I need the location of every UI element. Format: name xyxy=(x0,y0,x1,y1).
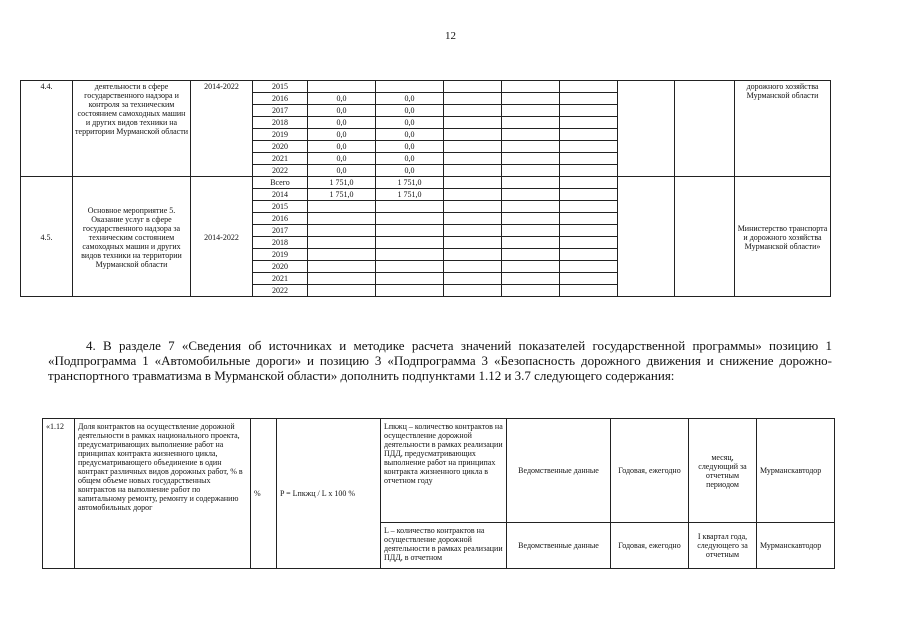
value-cell xyxy=(444,213,502,225)
value-regional xyxy=(376,237,444,249)
indicator-unit: % xyxy=(251,419,277,569)
collection-deadline: I квартал года, следующего за отчетным xyxy=(689,523,757,569)
value-cell xyxy=(444,153,502,165)
value-cell xyxy=(502,285,560,297)
year-cell: 2019 xyxy=(253,129,308,141)
value-total xyxy=(308,225,376,237)
year-cell: 2018 xyxy=(253,117,308,129)
value-cell xyxy=(444,129,502,141)
table-row xyxy=(21,81,831,93)
amendment-paragraph: 4. В разделе 7 «Сведения об источниках и методике расчета значений показателей государственной программы» позицию 1 «Подпрограмма 1 «Автомобильные дороги» и позицию 3 «Подпрограмма 3 «Безопасность дорожного движения и снижение дорожно-транспортного травматизма в Мурманской области» дополнить подпунктами 1.12 и 3.7 следующего содержания: xyxy=(48,338,832,383)
value-total xyxy=(308,285,376,297)
indicator-code: «1.12 xyxy=(43,419,75,569)
value-cell xyxy=(560,285,618,297)
value-regional: 1 751,0 xyxy=(376,189,444,201)
value-regional xyxy=(376,273,444,285)
value-total: 0,0 xyxy=(308,129,376,141)
program-table xyxy=(20,80,831,297)
value-cell xyxy=(444,177,502,189)
value-cell xyxy=(444,237,502,249)
value-cell xyxy=(444,273,502,285)
year-cell: 2021 xyxy=(253,153,308,165)
value-cell xyxy=(444,105,502,117)
value-cell xyxy=(560,225,618,237)
year-cell: 2014 xyxy=(253,189,308,201)
value-cell xyxy=(502,249,560,261)
value-cell xyxy=(560,141,618,153)
value-regional xyxy=(376,213,444,225)
value-cell xyxy=(502,81,560,93)
year-cell: 2022 xyxy=(253,285,308,297)
collection-frequency: Годовая, ежегодно xyxy=(611,419,689,523)
value-cell xyxy=(560,249,618,261)
year-cell: 2016 xyxy=(253,93,308,105)
variable-description: L – количество контрактов на осуществление дорожной деятельности в рамках реализации ПДД, в отчетном xyxy=(381,523,507,569)
year-cell: 2019 xyxy=(253,249,308,261)
value-cell xyxy=(502,105,560,117)
executor: Министерство транспорта и дорожного хозяйства Мурманской области» xyxy=(735,177,831,297)
value-cell xyxy=(560,81,618,93)
value-regional xyxy=(376,249,444,261)
value-regional xyxy=(376,201,444,213)
value-total xyxy=(308,201,376,213)
value-total: 0,0 xyxy=(308,153,376,165)
item-name: деятельности в сфере государственного надзора и контроля за техническим состоянием самоходных машин и других видов техники на территории Мурманской области xyxy=(73,81,191,177)
value-total: 0,0 xyxy=(308,93,376,105)
value-cell xyxy=(502,273,560,285)
item-period: 2014-2022 xyxy=(191,177,253,297)
value-cell xyxy=(444,249,502,261)
result-cell xyxy=(618,81,675,177)
value-cell xyxy=(444,201,502,213)
year-cell: Всего xyxy=(253,177,308,189)
value-cell xyxy=(502,165,560,177)
value-cell xyxy=(560,165,618,177)
year-cell: 2015 xyxy=(253,201,308,213)
item-period: 2014-2022 xyxy=(191,81,253,177)
data-source: Ведомственные данные xyxy=(507,523,611,569)
value-cell xyxy=(560,177,618,189)
value-cell xyxy=(560,129,618,141)
indicator-name: Доля контрактов на осуществление дорожной деятельности в рамках национального проекта, предусматривающих выполнение работ на принципах контракта жизненного цикла, предусматривающего объединение в один контракт различных видов дорожных работ, % в общем объеме новых государственных контрактов на выполнение работ по капитальному ремонту, ремонту и содержанию автомобильных дорог xyxy=(75,419,251,569)
year-cell: 2022 xyxy=(253,165,308,177)
value-regional: 0,0 xyxy=(376,93,444,105)
value-cell xyxy=(560,237,618,249)
value-total xyxy=(308,249,376,261)
result-cell xyxy=(675,81,735,177)
year-cell: 2015 xyxy=(253,81,308,93)
value-cell xyxy=(502,237,560,249)
table-row xyxy=(21,177,831,189)
responsible-body: Мурманскавтодор xyxy=(757,419,835,523)
value-total xyxy=(308,237,376,249)
value-cell xyxy=(560,117,618,129)
value-regional: 0,0 xyxy=(376,129,444,141)
year-cell: 2021 xyxy=(253,273,308,285)
value-regional xyxy=(376,261,444,273)
value-cell xyxy=(444,285,502,297)
value-regional xyxy=(376,225,444,237)
value-cell xyxy=(502,225,560,237)
value-total xyxy=(308,273,376,285)
item-name: Основное мероприятие 5. Оказание услуг в сфере государственного надзора за техническим состоянием самоходных машин и других видов техники на территории Мурманской области xyxy=(73,177,191,297)
value-cell xyxy=(560,93,618,105)
year-cell: 2017 xyxy=(253,225,308,237)
value-cell xyxy=(560,105,618,117)
year-cell: 2020 xyxy=(253,141,308,153)
value-cell xyxy=(560,201,618,213)
result-cell xyxy=(618,177,675,297)
value-total xyxy=(308,261,376,273)
value-regional: 0,0 xyxy=(376,105,444,117)
collection-deadline: месяц, следующий за отчетным периодом xyxy=(689,419,757,523)
responsible-body: Мурманскавтодор xyxy=(757,523,835,569)
value-cell xyxy=(502,177,560,189)
item-code: 4.4. xyxy=(21,81,73,177)
indicator-table xyxy=(42,418,835,569)
value-regional: 0,0 xyxy=(376,153,444,165)
value-total: 0,0 xyxy=(308,165,376,177)
data-source: Ведомственные данные xyxy=(507,419,611,523)
value-cell xyxy=(502,117,560,129)
value-regional: 0,0 xyxy=(376,141,444,153)
value-cell xyxy=(502,201,560,213)
year-cell: 2018 xyxy=(253,237,308,249)
value-cell xyxy=(502,213,560,225)
value-regional: 1 751,0 xyxy=(376,177,444,189)
value-cell xyxy=(502,93,560,105)
item-code: 4.5. xyxy=(21,177,73,297)
value-total: 0,0 xyxy=(308,117,376,129)
value-cell xyxy=(444,81,502,93)
value-cell xyxy=(444,225,502,237)
value-cell xyxy=(560,261,618,273)
value-total: 1 751,0 xyxy=(308,189,376,201)
value-cell xyxy=(502,141,560,153)
value-cell xyxy=(502,153,560,165)
value-total: 0,0 xyxy=(308,141,376,153)
value-cell xyxy=(560,153,618,165)
value-regional: 0,0 xyxy=(376,117,444,129)
value-cell xyxy=(444,189,502,201)
value-total: 1 751,0 xyxy=(308,177,376,189)
variable-description: Lпкжц – количество контрактов на осуществление дорожной деятельности в рамках реализации ПДД, предусматривающих выполнение работ на принципах контракта жизненного цикла в отчетном году xyxy=(381,419,507,523)
value-regional: 0,0 xyxy=(376,165,444,177)
value-total xyxy=(308,81,376,93)
year-cell: 2020 xyxy=(253,261,308,273)
executor: дорожного хозяйства Мурманской области xyxy=(735,81,831,177)
value-total xyxy=(308,213,376,225)
value-cell xyxy=(502,129,560,141)
value-cell xyxy=(560,189,618,201)
page-number: 12 xyxy=(445,30,456,42)
value-cell xyxy=(502,261,560,273)
value-regional xyxy=(376,81,444,93)
year-cell: 2016 xyxy=(253,213,308,225)
value-regional xyxy=(376,285,444,297)
indicator-formula: P = Lпкжц / L x 100 % xyxy=(277,419,381,569)
value-cell xyxy=(560,273,618,285)
value-cell xyxy=(560,213,618,225)
value-cell xyxy=(444,141,502,153)
value-cell xyxy=(444,261,502,273)
collection-frequency: Годовая, ежегодно xyxy=(611,523,689,569)
value-cell xyxy=(444,93,502,105)
value-cell xyxy=(444,165,502,177)
result-cell xyxy=(675,177,735,297)
year-cell: 2017 xyxy=(253,105,308,117)
value-cell xyxy=(502,189,560,201)
value-total: 0,0 xyxy=(308,105,376,117)
value-cell xyxy=(444,117,502,129)
